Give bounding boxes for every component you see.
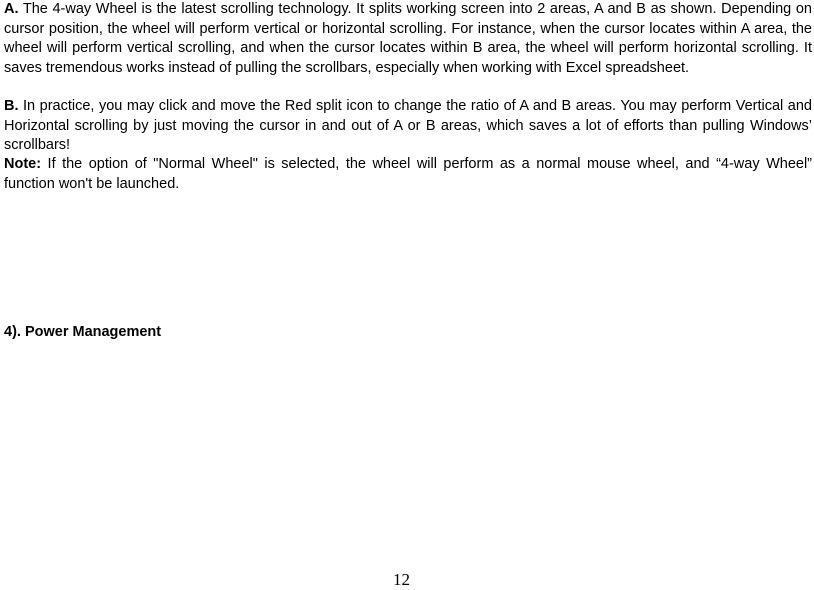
paragraph-a-lead: A.	[4, 1, 19, 17]
paragraph-a-text: The 4-way Wheel is the latest scrolling technology. It splits working screen into 2 areas, A and B as shown. Depending on cursor position, the wheel will perform vertical or horizontal scrolling. For instance, when the cursor locates within A area, the wheel will perform vertical scrolling, and when the cursor locates within B area, the wheel will perform horizontal scrolling. It saves tremendous works instead of pulling the scrollbars, especially when working with Excel spreadsheet.	[4, 1, 812, 76]
paragraph-b-lead: B.	[4, 98, 19, 114]
paragraph-b-text: In practice, you may click and move the Red split icon to change the ratio of A and B areas. You may perform Vertical and Horizontal scrolling by just moving the cursor in and out of A or B areas, which saves a lot of efforts than pulling Windows’ scrollbars!	[4, 98, 812, 153]
page-number: 12	[393, 570, 410, 589]
paragraph-note-lead: Note:	[4, 156, 42, 172]
section-heading: 4). Power Management	[4, 324, 162, 340]
paragraph-a	[4, 0, 812, 78]
paragraph-note-text: If the option of "Normal Wheel" is selected, the wheel will perform as a normal mouse wheel, and “4-way Wheel” function won't be launched.	[4, 156, 812, 192]
paragraph-note	[4, 155, 812, 194]
manual-page	[4, 0, 812, 588]
paragraph-b	[4, 97, 812, 156]
